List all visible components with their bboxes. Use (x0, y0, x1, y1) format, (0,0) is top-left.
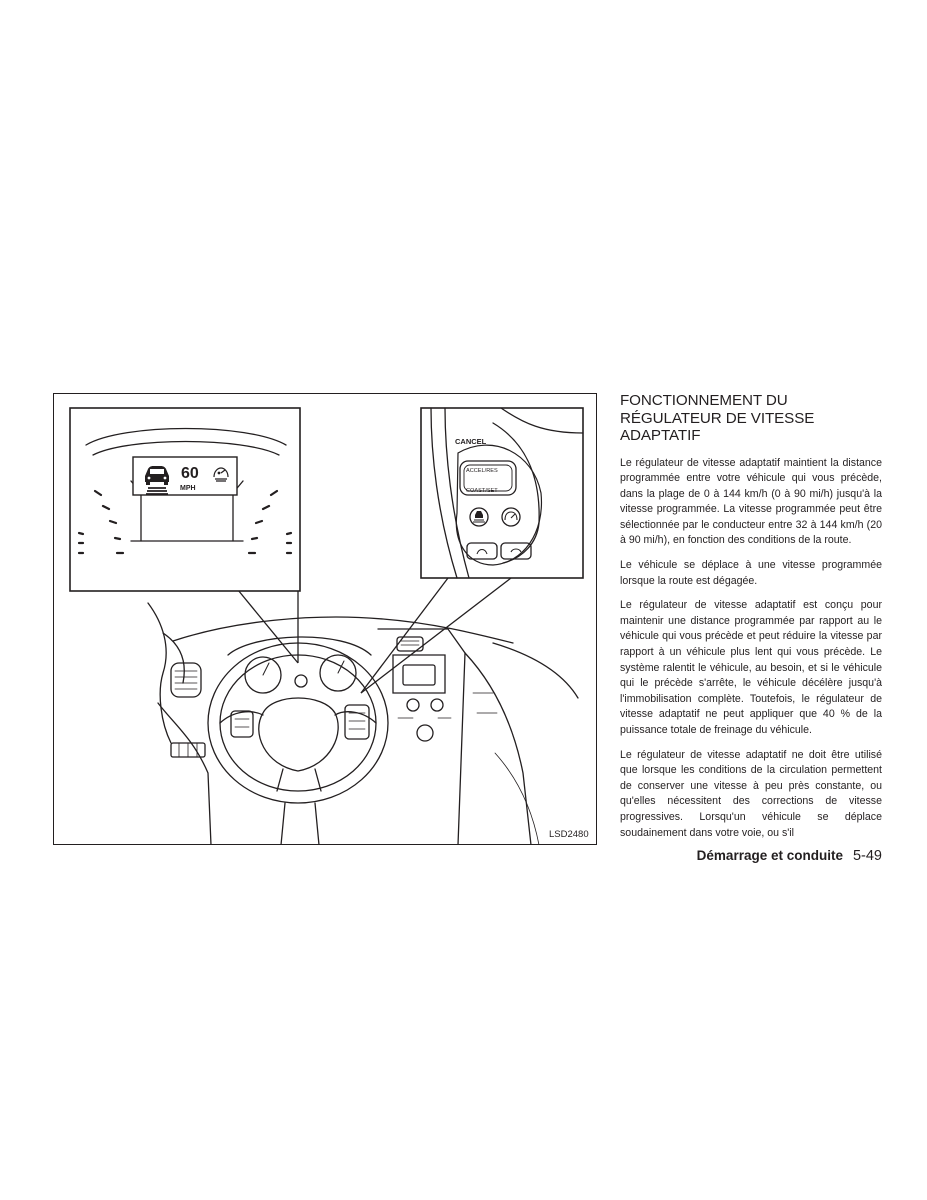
heading-line: FONCTIONNEMENT DU (620, 392, 788, 409)
switch-inset (421, 408, 583, 578)
accel-res-label: ACCEL/RES (466, 468, 498, 474)
coast-set-label: COAST/SET (466, 488, 498, 494)
dashboard-illustration (53, 393, 597, 845)
heading-line: ADAPTATIF (620, 427, 701, 444)
distance-bars-icon (146, 488, 168, 494)
cancel-switch-label: CANCEL (455, 437, 487, 446)
page-number: 5-49 (852, 848, 882, 864)
paragraph: Le régulateur de vitesse adaptatif est conçu pour maintenir une distance programmée par rapport au le véhicule qui vous précède et peut réduire la vitesse par rapport à un véhicule plus lent qui vous précède. Le système ralentit le véhicule, au besoin, et si le véhicule qui le précède s'arrête, le véhicule décélère jusqu'à l'immobilisation complète. Toutefois, le régulateur de vitesse adaptatif ne peut appliquer que 40 % de la puissance totale de freinage du véhicule. (620, 599, 882, 736)
speed-unit-label: MPH (180, 485, 196, 492)
set-speed-value: 60 (181, 465, 199, 482)
figure-code: LSD2480 (549, 829, 589, 840)
heading-line: RÉGULATEUR DE VITESSE (620, 409, 815, 427)
text-column (620, 392, 882, 850)
meter-inset (70, 408, 300, 591)
paragraph: Le régulateur de vitesse adaptatif ne doit être utilisé que lorsque les conditions de la circulation permettent de conserver une vitesse à peu près constante, ou qu'elles nécessitent des corrections de vitesse progressives. Lorsqu'un véhicule se déplace soudainement dans votre voie, ou s'il (620, 748, 882, 839)
footer-section-title: Démarrage et conduite (696, 848, 843, 863)
paragraph: Le régulateur de vitesse adaptatif maintient la distance programmée entre votre véhicule qui vous précède, dans la plage de 0 à 144 km/h (0 à 90 mi/h) jusqu'à la vitesse programmée. La vitesse programmée peut être sélectionnée par le conducteur entre 32 à 144 km/h (20 à 90 mi/h), en fonction des conditions de la route. (620, 456, 882, 547)
paragraph: Le véhicule se déplace à une vitesse programmée lorsque la route est dégagée. (620, 559, 882, 587)
section-heading (620, 392, 882, 445)
page-footer (560, 848, 882, 864)
